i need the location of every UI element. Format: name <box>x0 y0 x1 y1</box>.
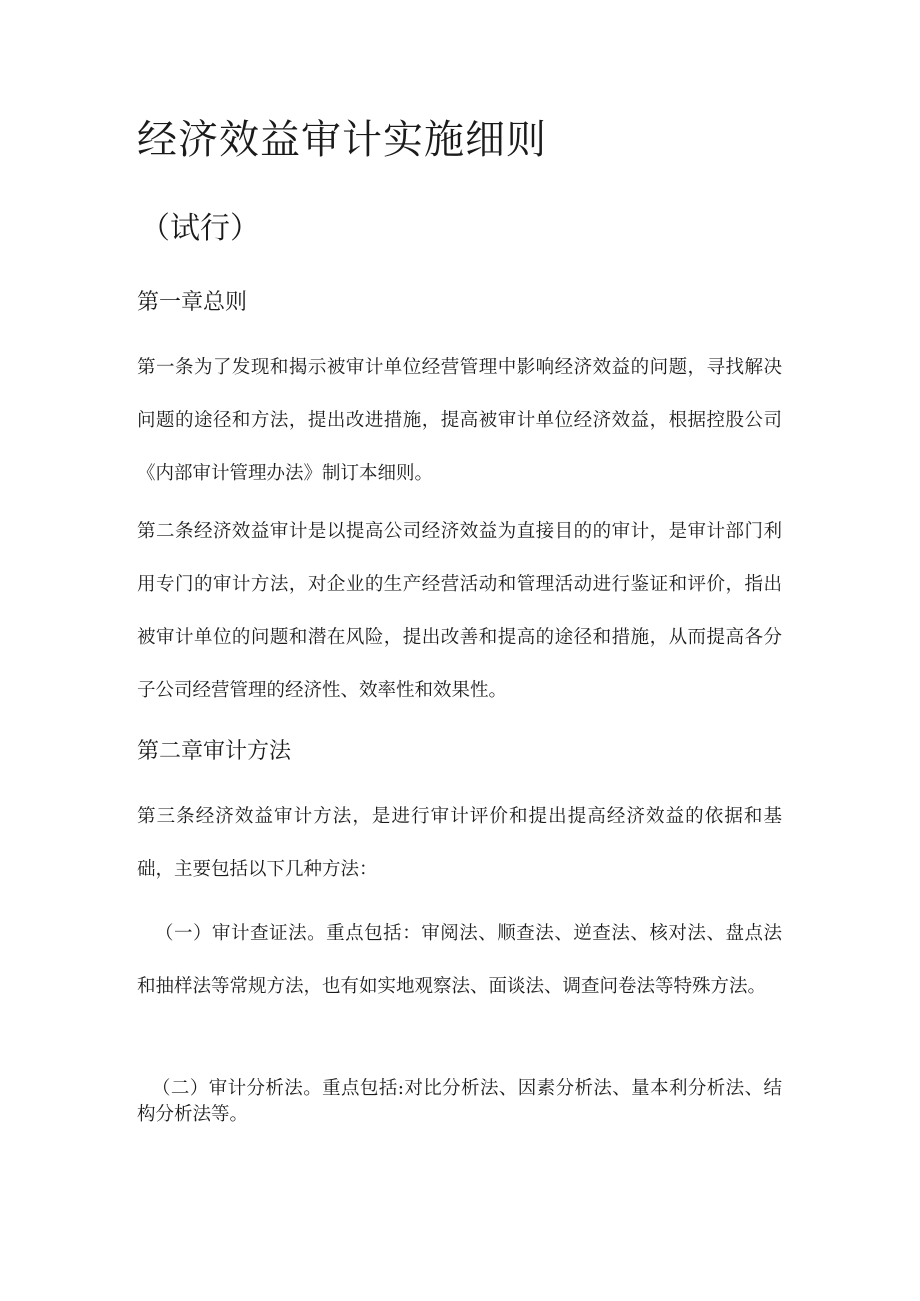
article-1-paragraph: 第一条为了发现和揭示被审计单位经营管理中影响经济效益的问题，寻找解决问题的途径和方法，提出改进措施，提高被审计单位经济效益，根据控股公司《内部审计管理办法》制订本细则。 <box>137 357 782 484</box>
method-item-2-paragraph: （二）审计分析法。重点包括:对比分析法、因素分析法、量本利分析法、结构分析法等。 <box>137 1078 782 1125</box>
document-subtitle: （试行） <box>140 211 260 246</box>
chapter-1-heading: 第一章总则 <box>137 290 248 315</box>
document-title: 经济效益审计实施细则 <box>137 117 547 163</box>
chapter-2-heading: 第二章审计方法 <box>137 739 292 764</box>
article-2-paragraph: 第二条经济效益审计是以提高公司经济效益为直接目的的审计，是审计部门利用专门的审计方法，对企业的生产经营活动和管理活动进行鉴证和评价，指出被审计单位的问题和潜在风险，提出改善和提高的途径和措施，从而提高各分子公司经营管理的经济性、效率性和效果性。 <box>137 521 782 701</box>
method-item-1-paragraph: （一）审计查证法。重点包括：审阅法、顺查法、逆查法、核对法、盘点法和抽样法等常规方法，也有如实地观察法、面谈法、调查问卷法等特殊方法。 <box>137 923 782 997</box>
article-3-paragraph: 第三条经济效益审计方法，是进行审计评价和提出提高经济效益的依据和基础，主要包括以下几种方法： <box>137 806 782 880</box>
